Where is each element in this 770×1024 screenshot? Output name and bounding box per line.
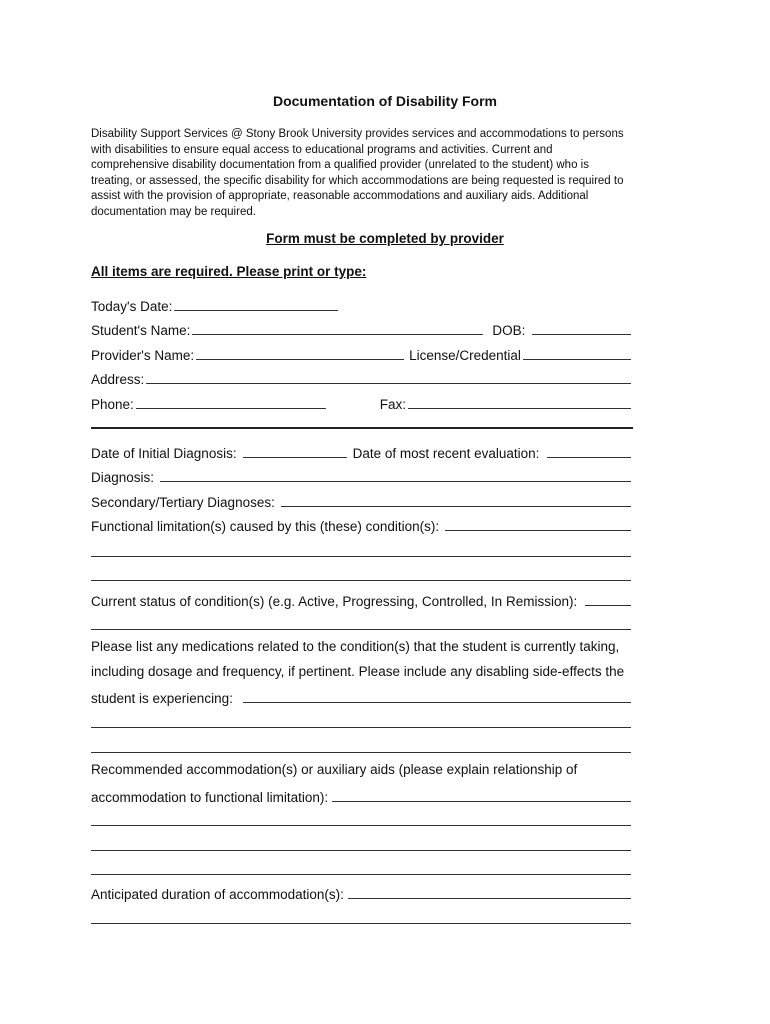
functional-limitations-line[interactable] (91, 556, 631, 557)
functional-limitations-field[interactable] (445, 516, 631, 531)
address-row (91, 369, 631, 386)
phone-label: Phone: (91, 397, 134, 412)
phone-field[interactable] (136, 394, 326, 409)
todays-date-field[interactable] (174, 296, 338, 311)
license-credential-label: License/Credential (409, 348, 521, 363)
date-initial-diagnosis-field[interactable] (243, 443, 347, 458)
students-name-label: Student's Name: (91, 323, 191, 338)
medications-prompt-line: Please list any medications related to the condition(s) that the student is currently taking, (91, 639, 620, 654)
students-name-field[interactable] (192, 320, 483, 335)
accommodations-label: accommodation to functional limitation): (91, 790, 329, 805)
accommodations-line[interactable] (91, 874, 631, 875)
medications-row (91, 688, 631, 705)
diagnosis-label: Diagnosis: (91, 470, 155, 485)
dob-field[interactable] (532, 320, 631, 335)
medications-line[interactable] (91, 727, 631, 728)
todays-date-row (91, 296, 631, 313)
accommodations-line[interactable] (91, 825, 631, 826)
form-title: Documentation of Disability Form (272, 93, 497, 109)
intro-line: comprehensive disability documentation from a qualified provider (unrelated to the student) who is (91, 159, 589, 171)
medications-prompt-line: including dosage and frequency, if pertinent. Please include any disabling side-effects the (91, 664, 625, 679)
diagnosis-row (91, 467, 631, 484)
anticipated-duration-label: Anticipated duration of accommodation(s): (91, 887, 344, 902)
section-divider (91, 427, 633, 429)
current-status-label: Current status of condition(s) (e.g. Active, Progressing, Controlled, In Remission): (91, 594, 578, 609)
secondary-diagnoses-label: Secondary/Tertiary Diagnoses: (91, 495, 275, 510)
providers-name-field[interactable] (196, 345, 404, 360)
anticipated-duration-row (91, 884, 631, 901)
secondary-diagnoses-field[interactable] (281, 492, 631, 507)
providers-name-label: Provider's Name: (91, 348, 195, 363)
todays-date-label: Today's Date: (91, 299, 173, 314)
address-field[interactable] (146, 369, 631, 384)
accommodations-field[interactable] (332, 787, 631, 802)
fax-field[interactable] (408, 394, 631, 409)
current-status-row (91, 591, 631, 608)
license-credential-field[interactable] (523, 345, 631, 360)
intro-line: documentation may be required. (91, 205, 256, 218)
accommodations-row (91, 787, 631, 804)
functional-limitations-line[interactable] (91, 580, 631, 581)
intro-line: treating, or assessed, the specific disability for which accommodations are being requested is required to (91, 174, 624, 187)
date-initial-diagnosis-label: Date of Initial Diagnosis: (91, 446, 237, 461)
current-status-field[interactable] (585, 591, 631, 606)
accommodations-prompt-line: Recommended accommodation(s) or auxiliary aids (please explain relationship of (91, 762, 578, 777)
student-row (91, 320, 631, 337)
current-status-line[interactable] (91, 629, 631, 630)
dob-label: DOB: (492, 323, 526, 338)
accommodations-line[interactable] (91, 850, 631, 851)
intro-paragraph (91, 127, 691, 220)
date-recent-evaluation-field[interactable] (547, 443, 631, 458)
functional-limitations-row (91, 516, 631, 533)
provider-notice: Form must be completed by provider (266, 231, 504, 246)
secondary-diagnoses-row (91, 492, 631, 509)
anticipated-duration-line[interactable] (91, 923, 631, 924)
required-notice: All items are required. Please print or type: (91, 264, 367, 279)
provider-row (91, 345, 631, 362)
functional-limitations-label: Functional limitation(s) caused by this (these) condition(s): (91, 519, 440, 534)
anticipated-duration-field[interactable] (348, 884, 631, 899)
fax-label: Fax: (379, 397, 407, 412)
address-label: Address: (91, 372, 145, 387)
intro-line: assist with the provision of appropriate, reasonable accommodations and auxiliary aids. Additional (91, 190, 589, 202)
intro-line: Disability Support Services @ Stony Brook University provides services and accommodations to persons (91, 128, 624, 140)
medications-field[interactable] (243, 688, 631, 703)
phone-fax-row (91, 394, 631, 411)
date-recent-evaluation-label: Date of most recent evaluation: (352, 446, 540, 461)
medications-label: student is experiencing: (91, 691, 233, 706)
diagnosis-field[interactable] (160, 467, 631, 482)
medications-line[interactable] (91, 752, 631, 753)
intro-line: with disabilities to ensure equal access to educational programs and activities. Current and (91, 143, 553, 156)
diagnosis-dates-row (91, 443, 631, 460)
